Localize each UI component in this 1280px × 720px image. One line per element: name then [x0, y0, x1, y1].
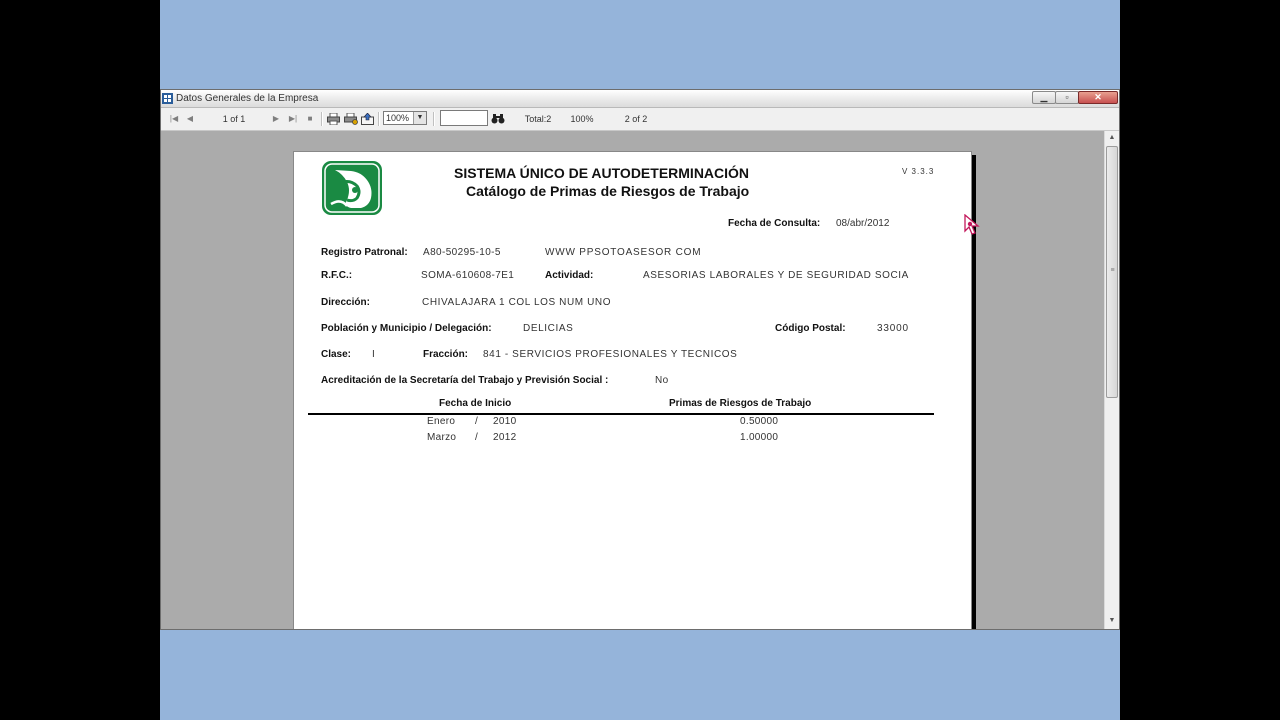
last-page-icon[interactable]: ▶| [288, 114, 298, 123]
actividad-label: Actividad: [545, 270, 594, 281]
maximize-button[interactable]: ▫ [1055, 91, 1079, 104]
fraccion-label: Fracción: [423, 349, 469, 360]
window-title: Datos Generales de la Empresa [176, 93, 319, 104]
rfc-label: R.F.C.: [321, 270, 353, 281]
minimize-button[interactable]: ▁ [1032, 91, 1056, 104]
row-month: Marzo [427, 432, 457, 443]
report-page [293, 151, 972, 629]
poblacion-label: Población y Municipio / Delegación: [321, 323, 492, 334]
poblacion-value: DELICIAS [523, 323, 574, 334]
cp-value: 33000 [877, 323, 909, 334]
row-separator: / [475, 432, 479, 443]
registro-label: Registro Patronal: [321, 247, 408, 258]
scroll-down-icon[interactable]: ▼ [1108, 617, 1116, 624]
zoom-value: 100% [386, 113, 410, 123]
close-button[interactable]: ✕ [1078, 91, 1118, 104]
web-value: WWW PPSOTOASESOR COM [545, 247, 702, 258]
row-year: 2012 [493, 432, 517, 443]
title-bar[interactable] [161, 90, 1119, 108]
row-prima: 0.50000 [740, 416, 779, 427]
cp-label: Código Postal: [775, 323, 846, 334]
mouse-pointer-icon [964, 214, 980, 238]
total-label: Total:2 [524, 114, 552, 124]
app-icon [162, 93, 173, 104]
report-subtitle: Catálogo de Primas de Riesgos de Trabajo [466, 183, 750, 199]
zoom-select[interactable] [383, 111, 427, 125]
consulta-value: 08/abr/2012 [836, 218, 890, 229]
rfc-value: SOMA-610608-7E1 [421, 270, 515, 281]
registro-value: A80-50295-10-5 [423, 247, 501, 258]
direccion-label: Dirección: [321, 297, 370, 308]
imss-logo-icon [321, 160, 383, 216]
report-title: SISTEMA ÚNICO DE AUTODETERMINACIÓN [454, 165, 750, 181]
clase-value: I [372, 349, 376, 360]
row-month: Enero [427, 416, 456, 427]
table-divider [308, 413, 934, 415]
search-input[interactable] [440, 110, 488, 126]
row-separator: / [475, 416, 479, 427]
acreditacion-value: No [655, 375, 669, 386]
stop-icon[interactable]: ■ [307, 114, 313, 123]
clase-label: Clase: [321, 349, 352, 360]
page-indicator: 1 of 1 [222, 114, 246, 124]
row-year: 2010 [493, 416, 517, 427]
consulta-label: Fecha de Consulta: [728, 218, 821, 229]
report-canvas[interactable] [161, 131, 1104, 629]
version-label: V 3.3.3 [902, 167, 935, 176]
toolbar-separator [378, 112, 380, 126]
chevron-down-icon[interactable]: ▼ [413, 112, 426, 124]
actividad-value: ASESORIAS LABORALES Y DE SEGURIDAD SOCIA [643, 270, 909, 281]
grip-icon: ≡ [1110, 267, 1115, 274]
viewer-toolbar [161, 108, 1119, 131]
first-page-icon[interactable]: |◀ [169, 114, 179, 123]
toolbar-separator [433, 112, 435, 126]
row-prima: 1.00000 [740, 432, 779, 443]
report-viewer-window [160, 89, 1120, 630]
next-page-icon[interactable]: ▶ [272, 114, 280, 123]
table-header-prima: Primas de Riesgos de Trabajo [669, 398, 812, 409]
search-binoculars-icon[interactable] [491, 113, 505, 125]
vertical-scrollbar[interactable] [1104, 131, 1119, 629]
toolbar-separator [321, 112, 323, 126]
pages-label: 2 of 2 [624, 114, 648, 124]
direccion-value: CHIVALAJARA 1 COL LOS NUM UNO [422, 297, 612, 308]
table-header-fecha: Fecha de Inicio [439, 398, 512, 409]
scroll-up-icon[interactable]: ▲ [1108, 134, 1116, 141]
percent-label: 100% [570, 114, 594, 124]
print-setup-icon[interactable] [344, 113, 358, 125]
scroll-thumb[interactable] [1106, 146, 1118, 398]
export-icon[interactable] [361, 113, 374, 125]
print-icon[interactable] [327, 113, 340, 125]
prev-page-icon[interactable]: ◀ [186, 114, 194, 123]
acreditacion-label: Acreditación de la Secretaría del Trabajo y Previsión Social : [321, 375, 609, 386]
fraccion-value: 841 - SERVICIOS PROFESIONALES Y TECNICOS [483, 349, 738, 360]
